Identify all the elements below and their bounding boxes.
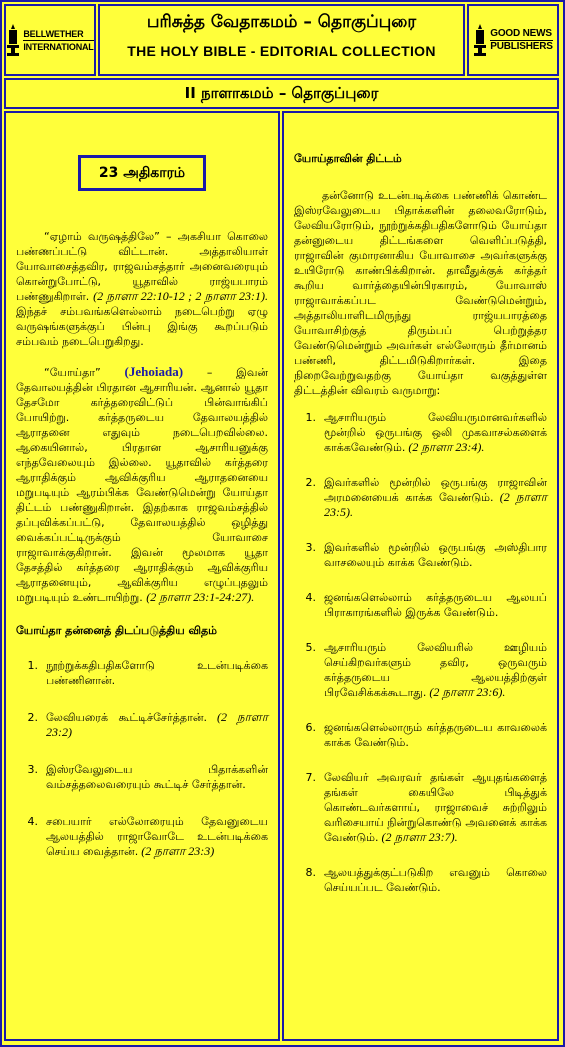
- list-item: [294, 640, 547, 700]
- jehoiada-paragraph: [16, 364, 268, 605]
- intro-paragraph: [16, 229, 268, 349]
- list-item: [294, 865, 547, 895]
- plan-paragraph: தன்னோடு உடன்படிக்கை பண்ணிக் கொண்ட இஸ்ரவேலுடைய பிதாக்களின் தலைவரோடும், லேவியரோடும், நூற்றுக்கதிபதிகளோடும் யோய்தா தன்னுடைய திட்டங்களை வெளிப்படுத்தி, ராஜாவின் குமாரனாகிய யோவாசை அவர்களுக்கு உயிரோடு காண்பிக்கிறான். தாவீதுக்குக் கர்த்தர் கூறிய வார்த்தையின்பிரகாரம், யோவாஸ் ராஜாவாக்கப்பட வேண்டுமென்றும், அத்தாலியாளிடமிருந்து ராஜ்யபாரத்தை யோவாசிற்குத் திரும்பப் பெற்றுத்தர வேண்டுமென்றும் அவர்கள் எல்லோரும் தீர்மானம் பண்ணி, திட்டமிடுகிறார்கள். இதை நிறைவேற்றுவதற்கு யோய்தா வகுத்துள்ள திட்டத்தின் விவரம் வருமாறு:: [294, 189, 547, 397]
- english-name: (Jehoiada): [124, 364, 184, 379]
- list-item: [294, 720, 547, 750]
- intro-text: “ஏழாம் வருஷத்திலே” – அகசியா கொலை பண்ணப்பட்டு விட்டான். அத்தாலியாள் யோவாசைத்தவிர, ராஜவம்சத்தார் அனைவரையும் கொன்றுபோட்டு, யூதாவில் ராஜ்யபாரம் பண்ணுகிறாள்.: [16, 230, 268, 303]
- right-numbered-list: [294, 410, 547, 895]
- list-item-text: [46, 814, 268, 859]
- list-item: [294, 590, 547, 620]
- logo-line2: INTERNATIONAL: [23, 41, 94, 52]
- list-item-text: [324, 770, 547, 845]
- list-item: [294, 540, 547, 570]
- list-item: [294, 475, 547, 520]
- lamp-icon: [473, 23, 487, 57]
- section-title-bar: [4, 78, 559, 109]
- scripture-reference: (2 நாளா 22:10-12 ; 2 நாளா 23:1).: [93, 289, 268, 303]
- list-item-text: [46, 658, 268, 688]
- list-item-body: லேவியரைக் கூட்டிச்சேர்த்தான்.: [46, 711, 207, 724]
- list-number: 6.: [305, 721, 316, 734]
- list-number: 3.: [305, 541, 316, 554]
- left-column: [4, 111, 280, 1041]
- list-item: [16, 814, 268, 859]
- list-item-body: ஆசாரியரும் லேவியரில் ஊழியம் செய்கிறவர்களும் தவிர, ஒருவரும் கர்த்தருடைய ஆலயத்திற்குள் பிரவேசிக்கக்கூடாது.: [324, 641, 547, 699]
- jehoiada-text: – இவன் தேவாலயத்தின் பிரதான ஆசாரியன். ஆனால் யூதா தேசமோ கர்த்தரைவிட்டுப் பின்வாங்கிப் போயிற்று. கர்த்தருடைய தேவாலயத்தில் ஆராதனை எதுவும் நடைபெறவில்லை. ஆகையினால், பிரதான ஆசாரியனுக்கு எந்தவேலையும் இல்லை. யூதாவில் கர்த்தரை ஆராதிக்கும் ஆவிக்குரிய ஆராதனையை மறுபடியும் ஆரம்பிக்க வேண்டுமென்று யோய்தா திட்டம் பண்ணுகிறான். இதற்காக ராஜவம்சத்தில் தப்புவிக்கப்பட்டு, தேவாலயத்தில் ஒழித்து வைக்கப்பட்டிருக்கும் யோவாசை ராஜாவாக்குகிறான். இவன் மூலமாக யூதா தேசத்தில் கர்த்தரை ஆராதிக்கும் ஆவிக்குரிய ஆராதனையும், ஆவிக்குரிய எழுப்புதலும் மறுபடியும் உண்டாயிற்று.: [16, 366, 269, 604]
- good-news-logo: [467, 4, 559, 76]
- list-item-text: [324, 540, 547, 570]
- logo-line1: GOOD NEWS: [490, 27, 552, 39]
- list-item-text: [46, 762, 268, 792]
- list-number: 8.: [305, 866, 316, 879]
- scripture-reference: (2 நாளா 23:5).: [324, 490, 547, 519]
- list-item-text: [324, 720, 547, 750]
- right-heading: யோய்தாவின் திட்டம்: [294, 152, 402, 165]
- list-number: 4.: [305, 591, 316, 604]
- list-item: [294, 770, 547, 845]
- logo-line2: PUBLISHERS: [490, 40, 553, 52]
- list-item-body: லேவியர் அவரவர் தங்கள் ஆயுதங்களைத் தங்கள் கையிலே பிடித்துக் கொண்டவர்களாய், ராஜாவைச் சுற்றிலும் வரிசையாய் நின்றுகொண்டு அவனைக் காக்க வேண்டும்.: [324, 771, 547, 844]
- list-item-body: இஸ்ரவேலுடைய பிதாக்களின் வம்சத்தலைவரையும் கூட்டிச் சேர்த்தான்.: [46, 763, 268, 791]
- list-item-text: [324, 640, 547, 700]
- list-number: 1.: [27, 659, 38, 672]
- title-english: THE HOLY BIBLE - EDITORIAL COLLECTION: [127, 43, 436, 59]
- list-number: 7.: [305, 771, 316, 784]
- scripture-reference: (2 நாளா 23:7).: [378, 830, 458, 844]
- list-item-body: இவர்களில் மூன்றில் ஒருபங்கு ராஜாவின் அரமனையைக் காக்க வேண்டும்.: [324, 476, 547, 504]
- list-item: [16, 658, 268, 688]
- header-title-box: [98, 4, 465, 76]
- scripture-reference: (2 நாளா 23:6).: [426, 685, 506, 699]
- list-item-text: [324, 410, 547, 455]
- list-number: 2.: [305, 476, 316, 489]
- list-item-body: ஆசாரியரும் லேவியருமானவர்களில் மூன்றில் ஒருபங்கு ஒலி முகவாசல்களைக் காக்கவேண்டும்.: [324, 411, 547, 454]
- lamp-icon: [6, 23, 20, 57]
- chapter-heading: 23 அதிகாரம்: [78, 155, 206, 191]
- scripture-reference: (2 நாளா 23:3): [138, 844, 215, 858]
- list-item: [16, 710, 268, 740]
- right-column: [282, 111, 559, 1041]
- section-title: II நாளாகமம் – தொகுப்புரை: [184, 84, 379, 102]
- list-item-text: [324, 475, 547, 520]
- list-item-text: [46, 710, 268, 740]
- list-item-body: நூற்றுக்கதிபதிகளோடு உடன்படிக்கை பண்ணினான்.: [46, 659, 268, 687]
- list-item-text: [324, 865, 547, 895]
- scripture-reference: (2 நாளா 23:1-24:27).: [146, 590, 255, 604]
- scripture-reference: (2 நாளா 23:4).: [405, 440, 485, 454]
- title-tamil: பரிசுத்த வேதாகமம் – தொகுப்புரை: [146, 12, 417, 32]
- list-number: 1.: [305, 411, 316, 424]
- list-item-body: சபையார் எல்லோரையும் தேவனுடைய ஆலயத்தில் ராஜாவோடே உடன்படிக்கை செய்ய வைத்தான்.: [46, 815, 268, 858]
- left-numbered-list: [16, 658, 268, 859]
- list-item-body: ஜனங்களெல்லாரும் கர்த்தருடைய காவலைக் காக்க வேண்டும்.: [324, 721, 547, 749]
- list-item-body: ஆலயத்துக்குட்படுகிற எவனும் கொலை செய்யப்பட வேண்டும்.: [324, 866, 547, 894]
- list-item: [294, 410, 547, 455]
- subheading: யோய்தா தன்னைத் திடப்படுத்திய விதம்: [16, 624, 217, 637]
- list-item: [16, 762, 268, 792]
- scripture-reference: (2 நாளா 23:2): [46, 710, 268, 739]
- list-item-text: [324, 590, 547, 620]
- list-item-body: ஜனங்களெல்லாம் கர்த்தருடைய ஆலயப் பிராகாரங்களில் இருக்க வேண்டும்.: [324, 591, 547, 619]
- list-number: 4.: [27, 815, 38, 828]
- list-number: 5.: [305, 641, 316, 654]
- logo-line1: BELLWETHER: [23, 28, 84, 39]
- list-number: 2.: [27, 711, 38, 724]
- list-item-body: இவர்களில் மூன்றில் ஒருபங்கு அஸ்திபார வாசலையும் காக்க வேண்டும்.: [324, 541, 547, 569]
- jehoiada-name: “யோய்தா”: [44, 366, 101, 379]
- bellwether-logo: [4, 4, 96, 76]
- intro-tail: இந்தச் சம்பவங்களெல்லாம் நடைபெற்று ஏழு வருஷங்களுக்குப் பின்பு இங்கு கூறப்படும் சம்பவம் நடைபெறுகிறது.: [16, 305, 268, 348]
- list-number: 3.: [27, 763, 38, 776]
